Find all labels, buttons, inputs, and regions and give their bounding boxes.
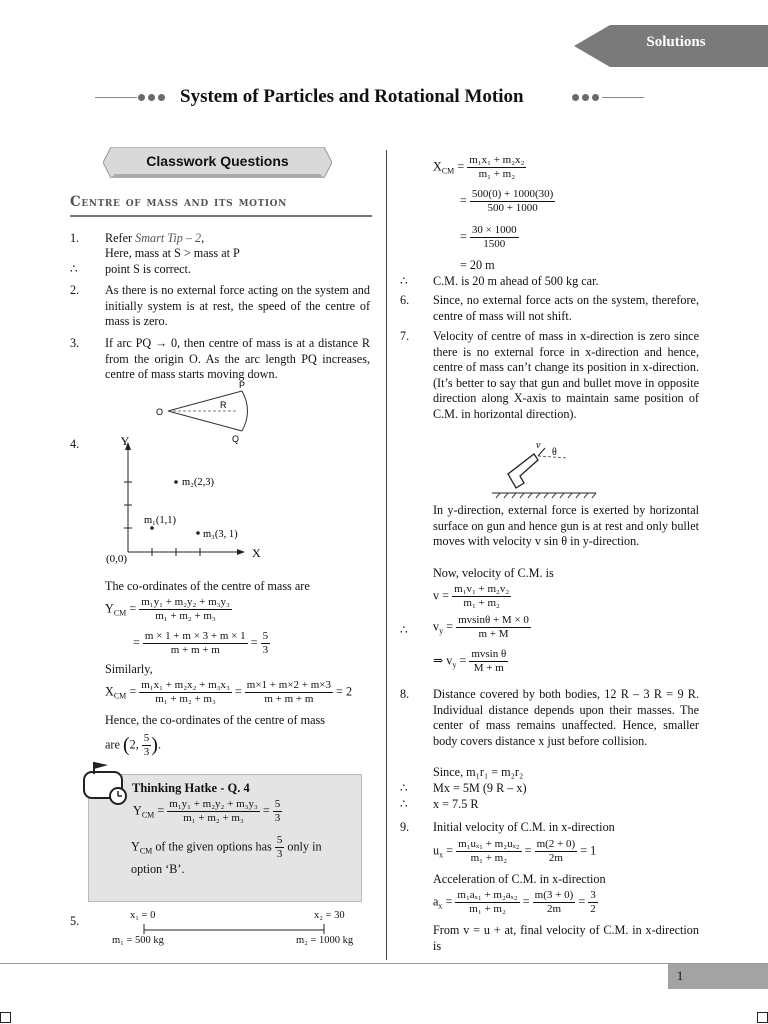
m1-label: m₁(1,1) — [144, 515, 176, 526]
q9-text1: Initial velocity of C.M. in x-direction — [433, 820, 615, 834]
hence-text: Hence, the co-ordinates of the centre of mass — [105, 713, 325, 727]
q9-text2: Acceleration of C.M. in x-direction — [433, 872, 606, 886]
vy-equation-2: ⇒ $v_y$ = $\frac{\text{mvsin θ}}{M + m}$ — [433, 648, 507, 674]
x-axis-label: X — [252, 546, 261, 560]
q8-number: 8. — [400, 687, 410, 701]
m2-label: m₂(2,3) — [182, 477, 214, 488]
title-dot — [592, 94, 599, 101]
cm-ahead-text: C.M. is 20 m ahead of 500 kg car. — [433, 274, 599, 288]
q1-line2: Here, mass at S > mass at P — [105, 246, 240, 260]
title-right-line — [602, 97, 644, 98]
title-dot — [572, 94, 579, 101]
q1-number: 1. — [70, 231, 80, 245]
ycm-equation: $Y_{CM}$ = $\frac{\text{m₁y₁ + m₂y₂ + m₃y₃}}{\text{m₁ + m₂ + m₃}}$ — [105, 596, 230, 622]
q5-x1: x₁ = 0 — [130, 910, 156, 921]
classwork-banner-label: Classwork Questions — [146, 153, 289, 169]
solutions-tab-label: Solutions — [646, 34, 706, 50]
section-heading: Centre of mass and its motion — [70, 194, 287, 210]
title-dot — [138, 94, 145, 101]
therefore-symbol: ∴ — [400, 623, 408, 637]
similarly-text: Similarly, — [105, 662, 153, 676]
q7-text3: Now, velocity of C.M. is — [433, 566, 554, 580]
q3-text: If arc PQ → 0, then centre of mass is at a distance R from the origin O. As the arc length PQ increases, centre of mass starts moving down. — [105, 336, 370, 381]
coordinate-figure — [100, 430, 270, 565]
smart-tip-ref: Smart Tip – 2 — [135, 231, 202, 245]
q2-number: 2. — [70, 283, 80, 297]
coords-result: are (2, $\frac{5}{3}$ ). — [105, 732, 162, 758]
xcm-result: = 20 m — [460, 258, 495, 272]
q6-number: 6. — [400, 293, 410, 307]
thinking-hatke-title: Thinking Hatke - Q. 4 — [132, 781, 250, 795]
q9-number: 9. — [400, 820, 410, 834]
corner-mark — [0, 1012, 11, 1023]
q5-x2: x₂ = 30 — [314, 910, 345, 921]
ux-equation: $u_x$ = $\frac{\text{m₁uₓ₁ + m₂uₓ₂}}{\text{m₁ + m₂}}$ = $\frac{m(2 + 0)}{2m}$ = 1 — [433, 838, 597, 864]
q5-number: 5. — [70, 914, 80, 928]
title-dot — [158, 94, 165, 101]
q8-text: Distance covered by both bodies, 12 R – 3 R = 9 R. Individual distance depends upon their masses. The center of mass remains unaffected. Hence, smaller body covers distance x just before collision. — [433, 687, 699, 748]
label-r: R — [220, 400, 227, 410]
gun-v-label: v — [536, 440, 541, 451]
q2-text: As there is no external force acting on the system and initially system is at rest, the speed of the centre of mass is zero. — [105, 283, 370, 328]
footer-line — [0, 963, 768, 964]
q5-m2: m₂ = 1000 kg — [296, 935, 354, 946]
q7-text: Velocity of centre of mass in x-direction is zero since there is no external force in x-direction and hence, centre of mass can’t change its position in x-direction. (It’s better to say that gun and bullet move in opposite direction along X-axis to maintain same position of C.M. in horizontal direction). — [433, 329, 699, 421]
title-dot — [148, 94, 155, 101]
xcm-cars-equation: $X_{CM}$ = $\frac{\text{m₁x₁ + m₂x₂}}{\text{m₁ + m₂}}$ — [433, 154, 525, 180]
xcm-step2: = $\frac{500(0) + 1000(30)}{500 + 1000}$ — [460, 188, 554, 214]
therefore-symbol: ∴ — [400, 797, 408, 811]
xcm-step3: = $\frac{30 \times 1000}{1500}$ — [460, 224, 517, 250]
q1-line1: Refer Smart Tip – 2, — [105, 231, 205, 245]
xcm-equation: $X_{CM}$ = $\frac{\text{m₁x₁ + m₂x₂ + m₃x₃}}{\text{m₁ + m₂ + m₃}}$ = $\frac{m\times 1 + m\times 2 + m\times 3}{m + m + m}$ = 2 — [105, 679, 353, 705]
corner-mark — [757, 1012, 768, 1023]
therefore-symbol: ∴ — [400, 274, 408, 288]
v-cm-equation: v = $\frac{\text{m₁v₁ + m₂v₂}}{\text{m₁ + m₂}}$ — [433, 583, 510, 609]
therefore-symbol: ∴ — [400, 781, 408, 795]
ycm-equation-2: = $\frac{m \times 1 + m \times 3 + m \times 1}{m + m + m}$ = $\frac{5}{3}$ — [133, 630, 269, 656]
title-left-line — [95, 97, 137, 98]
q7-text2: In y-direction, external force is exerted by horizontal surface on gun and hence gun is at rest and only bullet moves with velocity v sin θ in y-direction. — [433, 503, 699, 548]
q4-number: 4. — [70, 437, 80, 451]
page-title: System of Particles and Rotational Motion — [180, 86, 524, 107]
thinking-hatke-icon — [80, 760, 130, 808]
thinking-text: $Y_{CM}$ of the given options has $\frac{5}{3}$ only in — [131, 834, 322, 860]
q8-eq1: Mx = 5M (9 R – x) — [433, 781, 527, 795]
page-number: 1 — [676, 968, 684, 983]
gun-figure — [490, 438, 600, 500]
q9-text3: From v = u + at, final velocity of C.M. in x-direction is — [433, 923, 699, 953]
origin-label: (0,0) — [106, 553, 128, 565]
q8-since: Since, m₁r₁ = m₂r₂ — [433, 765, 524, 779]
q4-text1: The co-ordinates of the centre of mass are — [105, 579, 310, 593]
gun-theta-label: θ — [552, 447, 557, 458]
y-axis-label: Y — [120, 434, 130, 448]
therefore-symbol: ∴ — [70, 262, 78, 276]
title-dot — [582, 94, 589, 101]
m3-label: m₃(3, 1) — [203, 529, 238, 540]
q3-number: 3. — [70, 336, 80, 350]
q5-line-figure — [110, 920, 360, 936]
q1-line3: point S is correct. — [105, 262, 191, 276]
label-q: Q — [232, 434, 240, 444]
column-divider — [386, 150, 387, 960]
vy-equation: $v_y$ = $\frac{mvsin\theta + M \times 0}{m + M}$ — [433, 614, 529, 640]
section-underline — [70, 215, 372, 217]
thinking-option: option ‘B’. — [131, 862, 185, 876]
q7-number: 7. — [400, 329, 410, 343]
thinking-ycm-equation: $Y_{CM}$ = $\frac{\text{m₁y₁ + m₂y₂ + m₃y₃}}{\text{m₁ + m₂ + m₃}}$ = $\frac{5}{3}$ — [133, 798, 281, 824]
q5-m1: m₁ = 500 kg — [112, 935, 164, 946]
ax-equation: $a_x$ = $\frac{\text{m₁aₓ₁ + m₂aₓ₂}}{\text{m₁ + m₂}}$ = $\frac{m(3 + 0)}{2m}$ = $\frac{3}{2}$ — [433, 889, 596, 915]
q8-eq2: x = 7.5 R — [433, 797, 479, 811]
q6-text: Since, no external force acts on the system, therefore, centre of mass will not shift. — [433, 293, 699, 323]
label-p: P — [239, 380, 246, 390]
label-o: O — [156, 407, 164, 417]
